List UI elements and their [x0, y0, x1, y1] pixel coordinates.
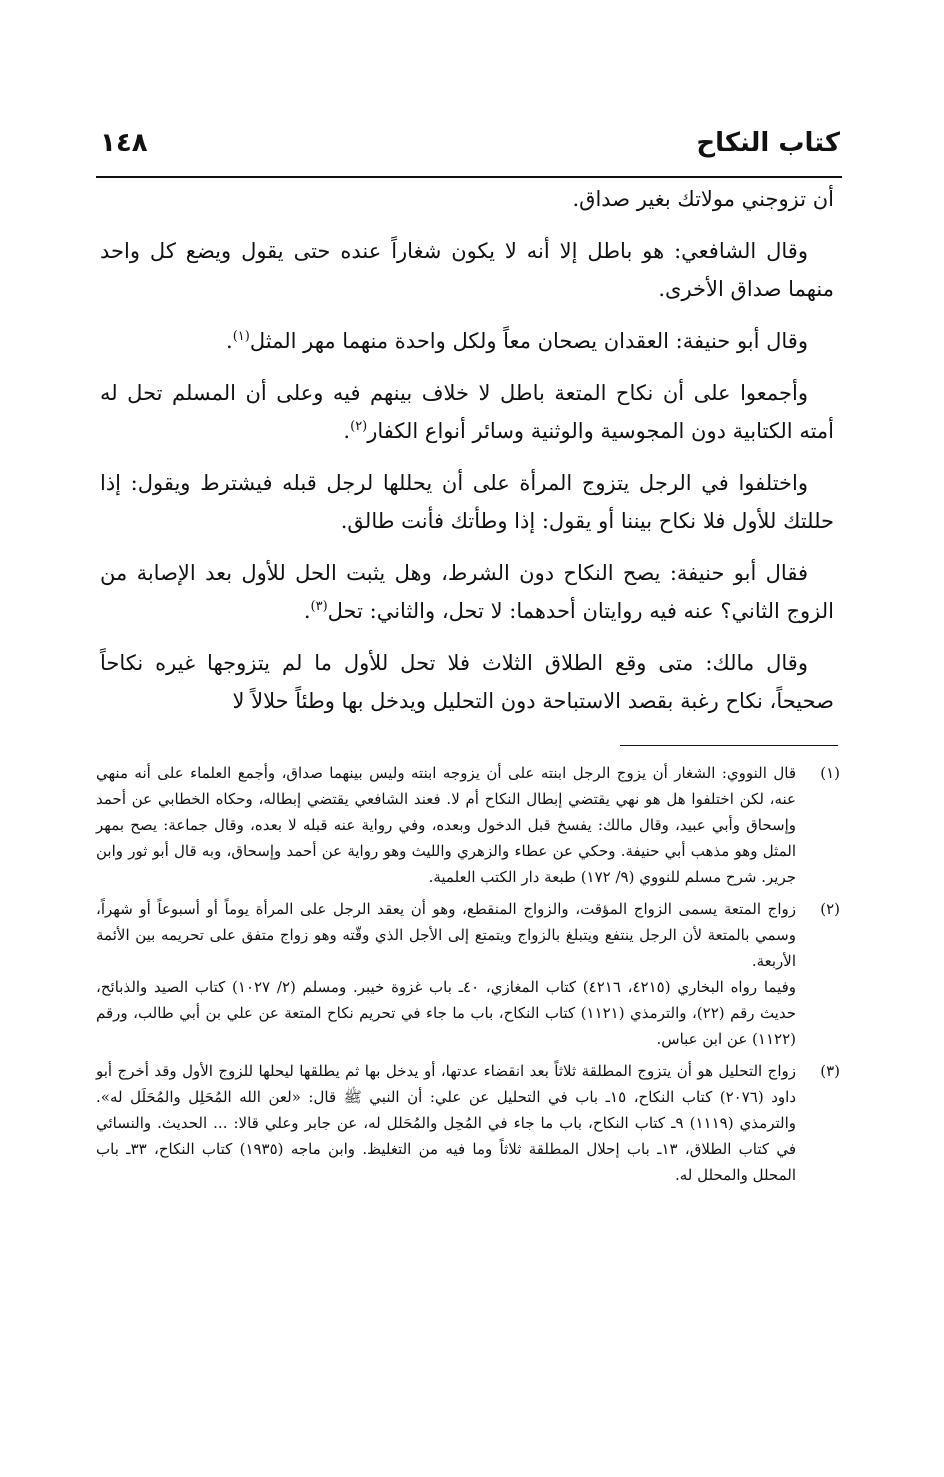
footnote-number: (٣) — [820, 1062, 840, 1080]
footnotes — [96, 760, 840, 1194]
paragraph: واختلفوا في الرجل يتزوج المرأة على أن يحللها لرجل قبله فيشترط ويقول: إذا حللتك للأول فلا نكاح بيننا أو يقول: إذا وطأتك فأنت طالق. — [100, 471, 834, 533]
footnote-number: (٢) — [820, 900, 840, 918]
footnote — [96, 1058, 840, 1188]
paragraph: وقال الشافعي: هو باطل إلا أنه لا يكون شغاراً عنده حتى يقول ويضع كل واحد منهما صداق الأخرى. — [100, 239, 834, 301]
paragraph: أن تزوجني مولاتك بغير صداق. — [572, 187, 834, 211]
footnote-text: وفيما رواه البخاري (٤٢١٥، ٤٢١٦) كتاب المغازي، ٤٠ـ باب غزوة خيبر. ومسلم (٢/ ١٠٢٧) كتاب الصيد والذبائح، حديث رقم (٢٢)، والترمذي (١١٢١) كتاب النكاح، باب ما جاء في تحريم نكاح المتعة عن علي بن أبي طالب، ورقم (١١٢٢) عن ابن عباس. — [96, 978, 797, 1048]
paragraph: وقال أبو حنيفة: العقدان يصحان معاً ولكل واحدة منهما مهر المثل$^{(١)}$. — [226, 329, 808, 353]
footnote-ref: (١) — [232, 329, 250, 344]
paragraph: وأجمعوا على أن نكاح المتعة باطل لا خلاف بينهم فيه وعلى أن المسلم تحل له أمته الكتابية دون المجوسية والوثنية وسائر أنواع الكفار$^{(٢)}$. — [100, 381, 834, 443]
paragraph: وقال مالك: متى وقع الطلاق الثلاث فلا تحل للأول ما لم يتزوجها غيره نكاحاً صحيحاً، نكاح رغبة بقصد الاستباحة دون التحليل ويدخل بها وطئاً حلالاً لا — [100, 651, 834, 713]
footnote-text: زواج المتعة يسمى الزواج المؤقت، والزواج المنقطع، وهو أن يعقد الرجل على المرأة يوماً أو أسبوعاً أو شهراً، وسمي بالمتعة لأن الرجل ينتفع ويتبلغ بالزواج ويتمتع إلى الأجل الذي وقّته وهو زواج متفق على تحريمه بين الأئمة الأربعة. — [96, 900, 796, 970]
footnote-number: (١) — [820, 764, 840, 782]
main-text — [100, 180, 834, 734]
footnote-divider — [620, 745, 838, 746]
chapter-title: كتاب النكاح — [696, 128, 840, 158]
header-divider — [96, 176, 842, 178]
footnote-ref: (٢) — [350, 419, 368, 434]
footnote-text: زواج التحليل هو أن يتزوج المطلقة ثلاثاً بعد انقضاء عدتها، أو يدخل بها ثم يطلقها ليحلها للزوج الأول وقد أخرج أبو داود (٢٠٧٦) كتاب النكاح، ١٥ـ باب في التحليل عن علي: أن النبي ﷺ قال: «لعن الله المُحَلِل والمُحَلَل له». والترمذي (١١١٩) ٩ـ كتاب النكاح، باب ما جاء في المُحِل والمُحَلل له، عن جابر وعلي قالا: ... الحديث. والنسائي في كتاب الطلاق، ١٣ـ باب إحلال المطلقة ثلاثاً وما فيه من التغليظ. وابن ماجه (١٩٣٥) كتاب النكاح، ٣٣ـ باب المحلل والمحلل له. — [96, 1062, 797, 1184]
footnote-text: قال النووي: الشغار أن يزوج الرجل ابنته على أن يزوجه ابنته وليس بينهما صداق، وأجمع العلماء على أنه منهي عنه، لكن اختلفوا هل هو نهي يقتضي إبطال النكاح أم لا. فعند الشافعي يقتضي إبطاله، وحكاه الخطابي عن أحمد وإسحاق وأبي عبيد، وقال مالك: يفسخ قبل الدخول وبعده، وفي رواية عنه قبله لا بعده، وقال جماعة: يصح بمهر المثل وهو مذهب أبي حنيفة. وحكي عن عطاء والزهري والليث وهو رواية عن أحمد وإسحاق، وبه قال أبو ثور وابن جرير. شرح مسلم للنووي (٩/ ١٧٢) طبعة دار الكتب العلمية. — [96, 764, 796, 886]
page-number: ١٤٨ — [100, 128, 148, 158]
footnote-ref: (٣) — [310, 599, 328, 614]
paragraph: فقال أبو حنيفة: يصح النكاح دون الشرط، وهل يثبت الحل للأول بعد الإصابة من الزوج الثاني؟ عنه فيه روايتان أحدهما: لا تحل، والثاني: تحل$^{(٣)}$. — [100, 561, 834, 623]
footnote — [96, 896, 840, 1052]
running-header — [100, 128, 840, 170]
footnote — [96, 760, 840, 890]
